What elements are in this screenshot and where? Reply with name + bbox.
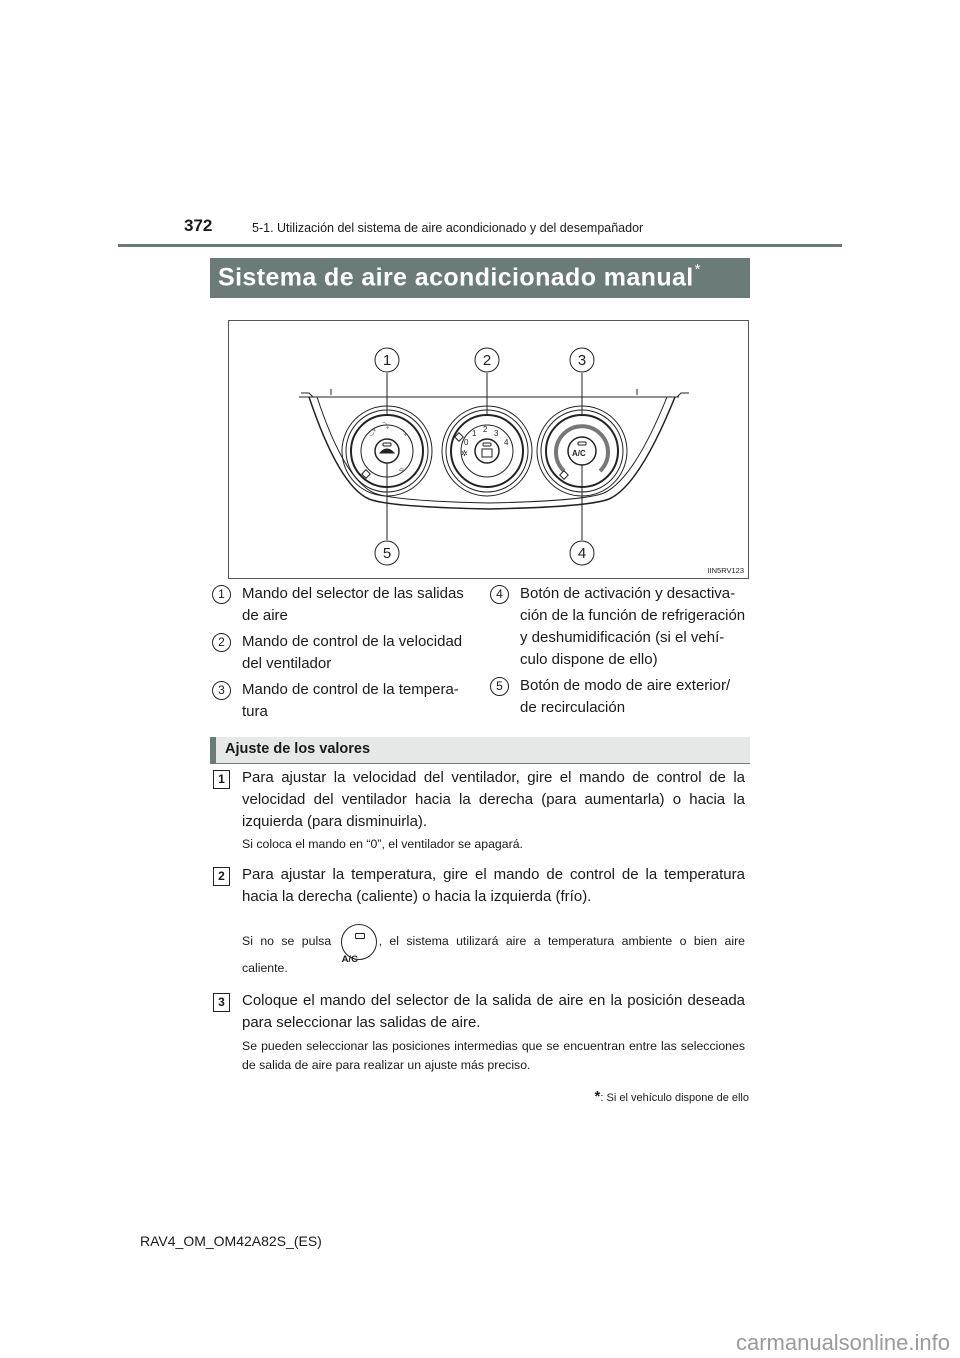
legend-item-5 bbox=[488, 675, 750, 719]
callout-4: 4 bbox=[577, 545, 587, 562]
callout-2: 2 bbox=[482, 352, 492, 369]
svg-text:0: 0 bbox=[464, 438, 469, 447]
callout-number: 5 bbox=[490, 677, 509, 696]
note-text: , el sistema utilizará aire a temperatura ambiente o bien aire bbox=[378, 934, 745, 948]
legend-line: Mando del selector de las salidas bbox=[242, 585, 464, 602]
ac-label: A/C bbox=[341, 953, 358, 965]
legend-item-4 bbox=[488, 583, 750, 671]
section-title: 5-1. Utilización del sistema de aire acondicionado y del desempañador bbox=[252, 221, 644, 235]
legend-item-2 bbox=[210, 631, 465, 675]
figure-id: IIN5RV123 bbox=[707, 566, 744, 575]
climate-panel-illustration bbox=[229, 321, 748, 578]
svg-text:2: 2 bbox=[483, 425, 488, 434]
subsection-title: Ajuste de los valores bbox=[225, 741, 371, 757]
legend-line: Mando de control de la tempera- bbox=[242, 681, 459, 698]
svg-text:✲: ✲ bbox=[461, 449, 468, 458]
asterisk-marker: * bbox=[594, 1088, 601, 1105]
callout-number: 2 bbox=[212, 633, 231, 652]
step-2-note bbox=[242, 921, 745, 965]
svg-text:4: 4 bbox=[504, 438, 509, 447]
svg-text:⌓: ⌓ bbox=[399, 466, 405, 473]
indicator-light bbox=[355, 933, 365, 939]
climate-control-figure bbox=[228, 320, 749, 579]
step-3-text: Coloque el mando del selector de la salida de aire en la posición deseada para seleccionar las salidas de aire. bbox=[242, 992, 745, 1031]
svg-text:3: 3 bbox=[494, 429, 499, 438]
ac-button-icon bbox=[341, 924, 377, 965]
legend-line: del ventilador bbox=[242, 655, 332, 672]
page-number: 372 bbox=[184, 216, 213, 235]
document-id: RAV4_OM_OM42A82S_(ES) bbox=[140, 1233, 322, 1249]
legend-line: Botón de modo de aire exterior/ bbox=[520, 677, 731, 694]
header-divider bbox=[118, 244, 842, 247]
callout-number: 3 bbox=[212, 681, 231, 700]
page-title bbox=[218, 263, 701, 292]
watermark[interactable]: carmanualsonline.info bbox=[735, 1330, 950, 1355]
callout-1: 1 bbox=[382, 352, 392, 369]
step-number-1: 1 bbox=[213, 770, 230, 789]
step-1-note: Si coloca el mando en “0”, el ventilador se apagará. bbox=[242, 837, 523, 851]
page-title-banner bbox=[210, 258, 750, 298]
callout-5: 5 bbox=[382, 545, 392, 562]
svg-text:⤵: ⤵ bbox=[382, 423, 389, 430]
legend-line: de recirculación bbox=[520, 699, 626, 716]
step-3-note: Se pueden seleccionar las posiciones intermedias que se encuentran entre las selecciones de salida de aire para realizar un ajuste más preciso. bbox=[242, 1039, 745, 1072]
step-2-text: Para ajustar la temperatura, gire el mando de control de la temperatura hacia la derecha (caliente) o hacia la izquierda (frío). bbox=[242, 866, 745, 905]
step-number-3: 3 bbox=[213, 993, 230, 1012]
subsection-header bbox=[210, 737, 750, 763]
legend-line: de aire bbox=[242, 607, 288, 624]
svg-text:1: 1 bbox=[472, 429, 477, 438]
footnote-text: : Si el vehículo dispone de ello bbox=[600, 1092, 749, 1104]
legend-line: ción de la función de refrigeración bbox=[520, 607, 746, 624]
legend-line: tura bbox=[242, 703, 268, 720]
fan-speed-knob bbox=[442, 406, 532, 496]
step-2-note-end: caliente. bbox=[242, 961, 288, 975]
svg-text:⤵: ⤵ bbox=[400, 430, 407, 437]
callout-3: 3 bbox=[577, 352, 587, 369]
legend-line: Botón de activación y desactiva- bbox=[520, 585, 736, 602]
legend-text bbox=[520, 675, 750, 719]
legend-text bbox=[242, 583, 465, 627]
asterisk-marker: * bbox=[694, 261, 701, 278]
svg-text:A/C: A/C bbox=[572, 449, 586, 458]
callout-number: 4 bbox=[490, 585, 509, 604]
legend-text bbox=[242, 679, 465, 723]
legend-column-left bbox=[210, 583, 465, 727]
legend-text bbox=[520, 583, 750, 671]
legend-line: y deshumidificación (si el vehí- bbox=[520, 629, 725, 646]
legend-item-3 bbox=[210, 679, 465, 723]
legend-item-1 bbox=[210, 583, 465, 627]
page-title-text: Sistema de aire acondicionado manual bbox=[218, 263, 694, 292]
legend-line: Mando de control de la velocidad bbox=[242, 633, 463, 650]
svg-text:⤴: ⤴ bbox=[369, 430, 376, 437]
step-number-2: 2 bbox=[213, 867, 230, 886]
legend-line: culo dispone de ello) bbox=[520, 651, 658, 668]
callout-number: 1 bbox=[212, 585, 231, 604]
legend-column-right bbox=[488, 583, 750, 723]
step-1-text: Para ajustar la velocidad del ventilador, gire el mando de control de la velocidad del ventilador hacia la derecha (para aumentarla) o hacia la izquierda (para disminuirla). bbox=[242, 769, 745, 830]
footnote bbox=[595, 1088, 749, 1105]
legend-text bbox=[242, 631, 465, 675]
note-text: Si no se pulsa bbox=[242, 934, 332, 948]
